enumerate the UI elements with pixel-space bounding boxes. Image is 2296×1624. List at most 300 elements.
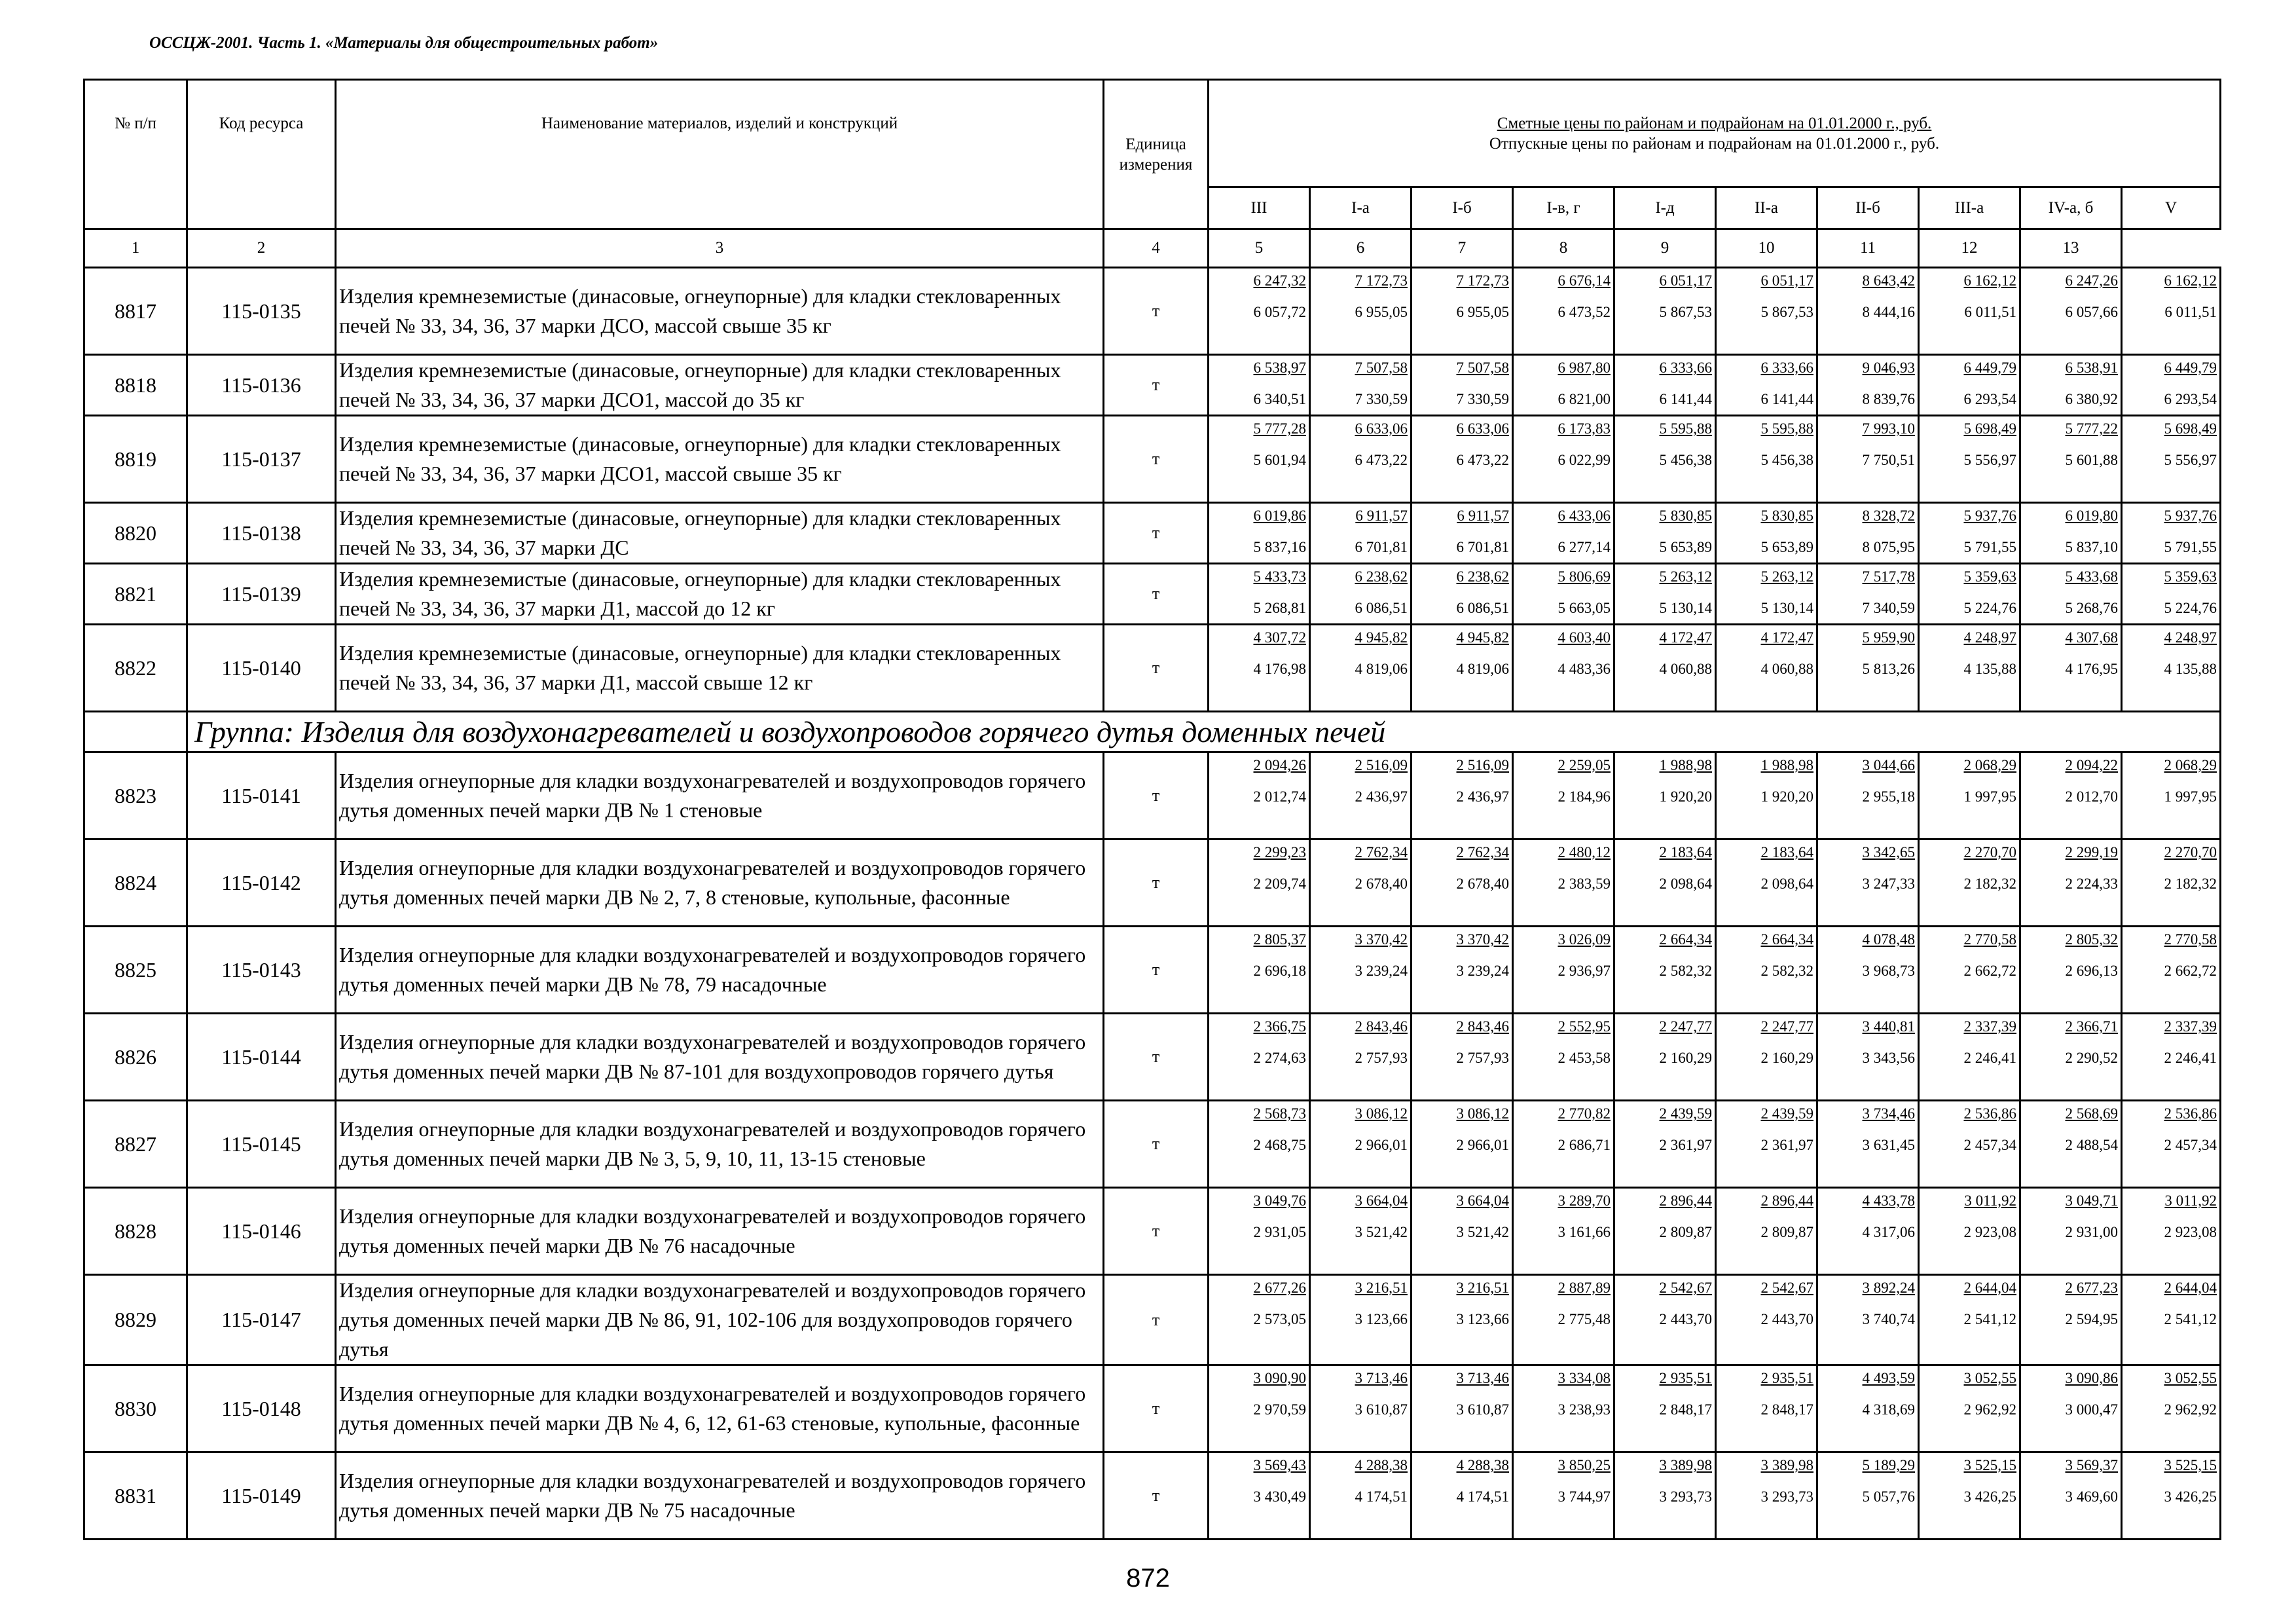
release-price: 4 060,88 <box>1659 661 1712 677</box>
table-row <box>84 927 2221 1014</box>
price-cell <box>1412 1101 1513 1188</box>
material-name: Изделия огнеупорные для кладки воздухонагревателей и воздухопроводов горячего дутья доменных печей марки ДВ № 87-101 для воздухопроводов горячего дутья <box>336 1014 1104 1101</box>
price-cell <box>1513 1188 1614 1275</box>
table-row <box>84 268 2221 355</box>
estimate-price: 2 183,64 <box>1659 844 1712 860</box>
estimate-price: 5 937,76 <box>1963 507 2016 524</box>
material-name: Изделия огнеупорные для кладки воздухонагревателей и воздухопроводов горячего дутья доменных печей марки ДВ № 86, 91, 102-106 для воздухопроводов горячего дутья <box>336 1275 1104 1365</box>
release-price: 5 556,97 <box>2164 452 2217 468</box>
release-price: 2 246,41 <box>2164 1050 2217 1066</box>
price-cell <box>1716 1188 1817 1275</box>
price-cell <box>1412 503 1513 564</box>
column-number: 8 <box>1513 229 1614 268</box>
price-cell <box>1412 268 1513 355</box>
estimate-price: 3 850,25 <box>1558 1457 1611 1473</box>
price-cell <box>1412 416 1513 503</box>
price-cell <box>2020 503 2122 564</box>
release-price: 2 848,17 <box>1659 1401 1712 1418</box>
estimate-price: 2 762,34 <box>1456 844 1509 860</box>
release-price: 3 000,47 <box>2065 1401 2118 1418</box>
release-price: 5 456,38 <box>1659 452 1712 468</box>
price-cell <box>2020 1275 2122 1365</box>
release-price: 5 057,76 <box>1862 1488 1915 1505</box>
estimate-price: 5 777,22 <box>2065 420 2118 437</box>
price-cell <box>1310 1101 1412 1188</box>
estimate-price: 7 507,58 <box>1456 360 1509 376</box>
estimate-price: 2 568,73 <box>1253 1105 1306 1122</box>
unit-of-measure: т <box>1104 927 1209 1014</box>
estimate-price: 4 248,97 <box>2164 629 2217 646</box>
price-cell <box>1919 268 2020 355</box>
release-price: 5 653,89 <box>1760 539 1813 555</box>
unit-of-measure: т <box>1104 840 1209 927</box>
material-name: Изделия кремнеземистые (динасовые, огнеупорные) для кладки стекловаренных печей № 33, 34, 36, 37 марки Д1, массой свыше 12 кг <box>336 625 1104 712</box>
release-price: 2 224,33 <box>2065 876 2118 892</box>
unit-of-measure: т <box>1104 503 1209 564</box>
release-price: 6 821,00 <box>1558 391 1611 407</box>
estimate-price: 3 086,12 <box>1355 1105 1408 1122</box>
release-price: 7 330,59 <box>1355 391 1408 407</box>
table-row <box>84 355 2221 416</box>
estimate-price: 2 770,82 <box>1558 1105 1611 1122</box>
material-name: Изделия огнеупорные для кладки воздухонагревателей и воздухопроводов горячего дутья доменных печей марки ДВ № 75 насадочные <box>336 1452 1104 1540</box>
resource-code: 115-0136 <box>187 355 336 416</box>
region-header: III <box>1209 187 1310 229</box>
release-price: 2 931,00 <box>2065 1224 2118 1240</box>
price-cell <box>1817 1014 1919 1101</box>
page-number: 872 <box>1126 1564 1170 1593</box>
resource-code: 115-0138 <box>187 503 336 564</box>
price-cell <box>1209 1365 1310 1452</box>
release-price: 2 936,97 <box>1558 963 1611 979</box>
price-title-estimate: Сметные цены по районам и подрайонам на 01.01.2000 г., руб. <box>1497 114 1932 132</box>
release-price: 8 839,76 <box>1862 391 1915 407</box>
release-price: 3 740,74 <box>1862 1311 1915 1327</box>
price-cell <box>1614 1014 1716 1101</box>
estimate-price: 7 517,78 <box>1862 568 1915 585</box>
estimate-price: 3 713,46 <box>1456 1370 1509 1386</box>
estimate-price: 3 052,55 <box>2164 1370 2217 1386</box>
estimate-price: 1 988,98 <box>1760 757 1813 773</box>
header-code: Код ресурса <box>187 80 336 229</box>
release-price: 3 469,60 <box>2065 1488 2118 1505</box>
unit-of-measure: т <box>1104 1452 1209 1540</box>
price-cell <box>2122 268 2221 355</box>
release-price: 6 057,66 <box>2065 304 2118 320</box>
price-cell <box>2020 416 2122 503</box>
release-price: 8 444,16 <box>1862 304 1915 320</box>
estimate-price: 3 569,43 <box>1253 1457 1306 1473</box>
estimate-price: 2 536,86 <box>1963 1105 2016 1122</box>
release-price: 2 098,64 <box>1659 876 1712 892</box>
estimate-price: 6 238,62 <box>1456 568 1509 585</box>
region-header: II-а <box>1716 187 1817 229</box>
unit-of-measure: т <box>1104 1365 1209 1452</box>
price-cell <box>1817 840 1919 927</box>
estimate-price: 2 183,64 <box>1760 844 1813 860</box>
price-cell <box>1614 625 1716 712</box>
estimate-price: 6 247,32 <box>1253 272 1306 289</box>
column-number: 12 <box>1919 229 2020 268</box>
price-cell <box>1209 503 1310 564</box>
price-cell <box>1817 564 1919 625</box>
release-price: 2 931,05 <box>1253 1224 1306 1240</box>
release-price: 4 174,51 <box>1456 1488 1509 1505</box>
release-price: 5 130,14 <box>1659 600 1712 616</box>
release-price: 1 920,20 <box>1760 788 1813 805</box>
price-cell <box>1919 840 2020 927</box>
estimate-price: 6 633,06 <box>1355 420 1408 437</box>
price-cell <box>2122 1275 2221 1365</box>
column-number: 9 <box>1614 229 1716 268</box>
release-price: 4 176,95 <box>2065 661 2118 677</box>
release-price: 2 970,59 <box>1253 1401 1306 1418</box>
estimate-price: 2 843,46 <box>1456 1018 1509 1035</box>
release-price: 4 318,69 <box>1862 1401 1915 1418</box>
table-row <box>84 1452 2221 1540</box>
estimate-price: 3 440,81 <box>1862 1018 1915 1035</box>
estimate-price: 5 189,29 <box>1862 1457 1915 1473</box>
price-cell <box>1716 416 1817 503</box>
estimate-price: 2 644,04 <box>1963 1280 2016 1296</box>
row-number: 8830 <box>84 1365 187 1452</box>
estimate-price: 7 993,10 <box>1862 420 1915 437</box>
estimate-price: 4 945,82 <box>1355 629 1408 646</box>
price-cell <box>1412 1275 1513 1365</box>
estimate-price: 2 887,89 <box>1558 1280 1611 1296</box>
estimate-price: 2 337,39 <box>2164 1018 2217 1035</box>
price-cell <box>1919 564 2020 625</box>
release-price: 7 750,51 <box>1862 452 1915 468</box>
price-cell <box>1817 1275 1919 1365</box>
price-cell <box>1919 625 2020 712</box>
region-header: I-в, г <box>1513 187 1614 229</box>
price-cell <box>1716 503 1817 564</box>
header-row-1 <box>84 80 2221 187</box>
estimate-price: 5 937,76 <box>2164 507 2217 524</box>
release-price: 2 662,72 <box>1963 963 2016 979</box>
price-cell <box>1817 503 1919 564</box>
estimate-price: 6 019,86 <box>1253 507 1306 524</box>
price-cell <box>2020 1452 2122 1540</box>
estimate-price: 1 988,98 <box>1659 757 1712 773</box>
group-row <box>84 712 2221 752</box>
estimate-price: 2 270,70 <box>2164 844 2217 860</box>
row-number: 8821 <box>84 564 187 625</box>
price-cell <box>1614 840 1716 927</box>
release-price: 5 837,16 <box>1253 539 1306 555</box>
price-cell <box>1614 1365 1716 1452</box>
price-cell <box>1817 1101 1919 1188</box>
row-number: 8826 <box>84 1014 187 1101</box>
release-price: 1 997,95 <box>1963 788 2016 805</box>
estimate-price: 5 263,12 <box>1760 568 1813 585</box>
release-price: 2 696,18 <box>1253 963 1306 979</box>
row-number: 8822 <box>84 625 187 712</box>
release-price: 4 060,88 <box>1760 661 1813 677</box>
release-price: 2 443,70 <box>1659 1311 1712 1327</box>
material-name: Изделия огнеупорные для кладки воздухонагревателей и воздухопроводов горячего дутья доменных печей марки ДВ № 1 стеновые <box>336 752 1104 840</box>
estimate-price: 2 094,26 <box>1253 757 1306 773</box>
price-cell <box>1513 503 1614 564</box>
price-cell <box>2020 355 2122 416</box>
release-price: 2 182,32 <box>2164 876 2217 892</box>
estimate-price: 4 288,38 <box>1456 1457 1509 1473</box>
release-price: 6 011,51 <box>1964 304 2016 320</box>
price-cell <box>1412 1188 1513 1275</box>
estimate-price: 3 090,90 <box>1253 1370 1306 1386</box>
estimate-price: 3 713,46 <box>1355 1370 1408 1386</box>
estimate-price: 6 162,12 <box>1963 272 2016 289</box>
release-price: 2 453,58 <box>1558 1050 1611 1066</box>
estimate-price: 2 366,75 <box>1253 1018 1306 1035</box>
release-price: 2 757,93 <box>1456 1050 1509 1066</box>
price-cell <box>1716 1101 1817 1188</box>
estimate-price: 6 987,80 <box>1558 360 1611 376</box>
column-number: 5 <box>1209 229 1310 268</box>
release-price: 3 293,73 <box>1760 1488 1813 1505</box>
release-price: 2 184,96 <box>1558 788 1611 805</box>
material-name: Изделия кремнеземистые (динасовые, огнеупорные) для кладки стекловаренных печей № 33, 34, 36, 37 марки Д1, массой до 12 кг <box>336 564 1104 625</box>
price-cell <box>1310 625 1412 712</box>
estimate-price: 2 843,46 <box>1355 1018 1408 1035</box>
resource-code: 115-0139 <box>187 564 336 625</box>
release-price: 2 848,17 <box>1760 1401 1813 1418</box>
price-cell <box>1412 1014 1513 1101</box>
price-cell <box>2122 1014 2221 1101</box>
estimate-price: 6 911,57 <box>1457 507 1509 524</box>
release-price: 2 757,93 <box>1355 1050 1408 1066</box>
price-cell <box>1310 927 1412 1014</box>
release-price: 2 923,08 <box>2164 1224 2217 1240</box>
price-cell <box>1209 625 1310 712</box>
estimate-price: 5 777,28 <box>1253 420 1306 437</box>
price-cell <box>1614 1101 1716 1188</box>
estimate-price: 3 734,46 <box>1862 1105 1915 1122</box>
estimate-price: 5 595,88 <box>1659 420 1712 437</box>
table-row <box>84 1275 2221 1365</box>
release-price: 3 631,45 <box>1862 1137 1915 1153</box>
release-price: 6 086,51 <box>1456 600 1509 616</box>
estimate-price: 2 935,51 <box>1659 1370 1712 1386</box>
release-price: 6 277,14 <box>1558 539 1611 555</box>
estimate-price: 2 542,67 <box>1659 1280 1712 1296</box>
estimate-price: 3 044,66 <box>1862 757 1915 773</box>
header-np: № п/п <box>84 80 187 229</box>
table-row <box>84 1365 2221 1452</box>
estimate-price: 2 094,22 <box>2065 757 2118 773</box>
estimate-price: 4 307,68 <box>2065 629 2118 646</box>
price-cell <box>2122 1188 2221 1275</box>
price-cell <box>1513 1452 1614 1540</box>
release-price: 2 468,75 <box>1253 1137 1306 1153</box>
column-number: 6 <box>1310 229 1412 268</box>
estimate-price: 2 677,26 <box>1253 1280 1306 1296</box>
unit-of-measure: т <box>1104 268 1209 355</box>
release-price: 3 343,56 <box>1862 1050 1915 1066</box>
estimate-price: 5 263,12 <box>1659 568 1712 585</box>
material-name: Изделия кремнеземистые (динасовые, огнеупорные) для кладки стекловаренных печей № 33, 34, 36, 37 марки ДСО, массой свыше 35 кг <box>336 268 1104 355</box>
estimate-price: 2 770,58 <box>2164 931 2217 948</box>
price-cell <box>1716 1452 1817 1540</box>
price-cell <box>2122 927 2221 1014</box>
price-cell <box>2122 416 2221 503</box>
estimate-price: 4 172,47 <box>1760 629 1813 646</box>
price-cell <box>1919 1275 2020 1365</box>
price-cell <box>1209 1188 1310 1275</box>
unit-of-measure: т <box>1104 1101 1209 1188</box>
estimate-price: 8 328,72 <box>1862 507 1915 524</box>
price-cell <box>1919 752 2020 840</box>
price-cell <box>1614 503 1716 564</box>
price-cell <box>1716 1365 1817 1452</box>
price-cell <box>1716 355 1817 416</box>
price-title-release: Отпускные цены по районам и подрайонам на 01.01.2000 г., руб. <box>1489 134 1940 153</box>
release-price: 5 867,53 <box>1760 304 1813 320</box>
unit-of-measure: т <box>1104 1188 1209 1275</box>
estimate-price: 6 247,26 <box>2065 272 2118 289</box>
estimate-price: 2 896,44 <box>1760 1192 1813 1209</box>
price-cell <box>2122 1101 2221 1188</box>
estimate-price: 3 525,15 <box>2164 1457 2217 1473</box>
release-price: 2 541,12 <box>2164 1311 2217 1327</box>
price-cell <box>1310 752 1412 840</box>
release-price: 2 662,72 <box>2164 963 2217 979</box>
price-cell <box>2020 1101 2122 1188</box>
price-cell <box>1614 927 1716 1014</box>
release-price: 5 130,14 <box>1760 600 1813 616</box>
release-price: 2 160,29 <box>1659 1050 1712 1066</box>
estimate-price: 3 011,92 <box>1964 1192 2016 1209</box>
table-row <box>84 564 2221 625</box>
release-price: 6 380,92 <box>2065 391 2118 407</box>
release-price: 3 123,66 <box>1456 1311 1509 1327</box>
release-price: 6 293,54 <box>1963 391 2016 407</box>
column-number: 1 <box>84 229 187 268</box>
price-cell <box>1919 1365 2020 1452</box>
row-number: 8825 <box>84 927 187 1014</box>
release-price: 2 012,74 <box>1253 788 1306 805</box>
release-price: 2 160,29 <box>1760 1050 1813 1066</box>
price-cell <box>1716 927 1817 1014</box>
estimate-price: 2 896,44 <box>1659 1192 1712 1209</box>
price-cell <box>1310 1275 1412 1365</box>
price-cell <box>1817 355 1919 416</box>
resource-code: 115-0142 <box>187 840 336 927</box>
price-cell <box>1716 1275 1817 1365</box>
estimate-price: 6 676,14 <box>1558 272 1611 289</box>
release-price: 3 426,25 <box>1963 1488 2016 1505</box>
release-price: 6 701,81 <box>1456 539 1509 555</box>
price-cell <box>2020 752 2122 840</box>
price-cell <box>1919 1188 2020 1275</box>
estimate-price: 9 046,93 <box>1862 360 1915 376</box>
release-price: 2 209,74 <box>1253 876 1306 892</box>
estimate-price: 7 172,73 <box>1456 272 1509 289</box>
estimate-price: 4 945,82 <box>1456 629 1509 646</box>
release-price: 3 239,24 <box>1456 963 1509 979</box>
release-price: 3 247,33 <box>1862 876 1915 892</box>
estimate-price: 7 172,73 <box>1355 272 1408 289</box>
release-price: 4 819,06 <box>1456 661 1509 677</box>
material-name: Изделия огнеупорные для кладки воздухонагревателей и воздухопроводов горячего дутья доменных печей марки ДВ № 78, 79 насадочные <box>336 927 1104 1014</box>
price-cell <box>1209 927 1310 1014</box>
price-cell <box>1209 416 1310 503</box>
column-number: 7 <box>1412 229 1513 268</box>
price-cell <box>1209 1275 1310 1365</box>
price-cell <box>2122 355 2221 416</box>
release-price: 5 813,26 <box>1862 661 1915 677</box>
price-cell <box>1513 416 1614 503</box>
price-cell <box>1513 355 1614 416</box>
estimate-price: 6 238,62 <box>1355 568 1408 585</box>
material-name: Изделия кремнеземистые (динасовые, огнеупорные) для кладки стекловаренных печей № 33, 34, 36, 37 марки ДС <box>336 503 1104 564</box>
release-price: 5 837,10 <box>2065 539 2118 555</box>
release-price: 6 141,44 <box>1760 391 1813 407</box>
estimate-price: 6 173,83 <box>1558 420 1611 437</box>
estimate-price: 3 389,98 <box>1659 1457 1712 1473</box>
material-name: Изделия кремнеземистые (динасовые, огнеупорные) для кладки стекловаренных печей № 33, 34, 36, 37 марки ДСО1, массой до 35 кг <box>336 355 1104 416</box>
release-price: 2 582,32 <box>1659 963 1712 979</box>
price-cell <box>1310 1452 1412 1540</box>
release-price: 2 966,01 <box>1355 1137 1408 1153</box>
release-price: 5 601,94 <box>1253 452 1306 468</box>
release-price: 2 962,92 <box>1963 1401 2016 1418</box>
estimate-price: 5 698,49 <box>2164 420 2217 437</box>
release-price: 3 430,49 <box>1253 1488 1306 1505</box>
price-cell <box>1310 503 1412 564</box>
group-row-blank <box>84 712 187 752</box>
header-price-title <box>1209 80 2221 187</box>
table-row <box>84 625 2221 712</box>
release-price: 5 867,53 <box>1659 304 1712 320</box>
estimate-price: 2 516,09 <box>1355 757 1408 773</box>
release-price: 4 135,88 <box>1963 661 2016 677</box>
estimate-price: 2 516,09 <box>1456 757 1509 773</box>
estimate-price: 2 805,32 <box>2065 931 2118 948</box>
estimate-price: 2 552,95 <box>1558 1018 1611 1035</box>
price-cell <box>2020 1188 2122 1275</box>
price-cell <box>2122 840 2221 927</box>
column-number-row <box>84 229 2221 268</box>
release-price: 5 653,89 <box>1659 539 1712 555</box>
price-cell <box>1919 355 2020 416</box>
price-cell <box>1919 927 2020 1014</box>
price-cell <box>1614 752 1716 840</box>
release-price: 2 955,18 <box>1862 788 1915 805</box>
release-price: 6 473,22 <box>1456 452 1509 468</box>
release-price: 8 075,95 <box>1862 539 1915 555</box>
price-cell <box>1209 1452 1310 1540</box>
column-number: 11 <box>1817 229 1919 268</box>
release-price: 5 791,55 <box>1963 539 2016 555</box>
estimate-price: 6 449,79 <box>2164 360 2217 376</box>
price-cell <box>1817 416 1919 503</box>
resource-code: 115-0149 <box>187 1452 336 1540</box>
region-header: I-б <box>1412 187 1513 229</box>
estimate-price: 2 677,23 <box>2065 1280 2118 1296</box>
price-cell <box>1817 1452 1919 1540</box>
estimate-price: 5 433,68 <box>2065 568 2118 585</box>
resource-code: 115-0135 <box>187 268 336 355</box>
estimate-price: 3 664,04 <box>1355 1192 1408 1209</box>
release-price: 3 744,97 <box>1558 1488 1611 1505</box>
estimate-price: 3 086,12 <box>1456 1105 1509 1122</box>
price-cell <box>1919 1014 2020 1101</box>
release-price: 3 123,66 <box>1355 1311 1408 1327</box>
resource-code: 115-0145 <box>187 1101 336 1188</box>
release-price: 5 456,38 <box>1760 452 1813 468</box>
